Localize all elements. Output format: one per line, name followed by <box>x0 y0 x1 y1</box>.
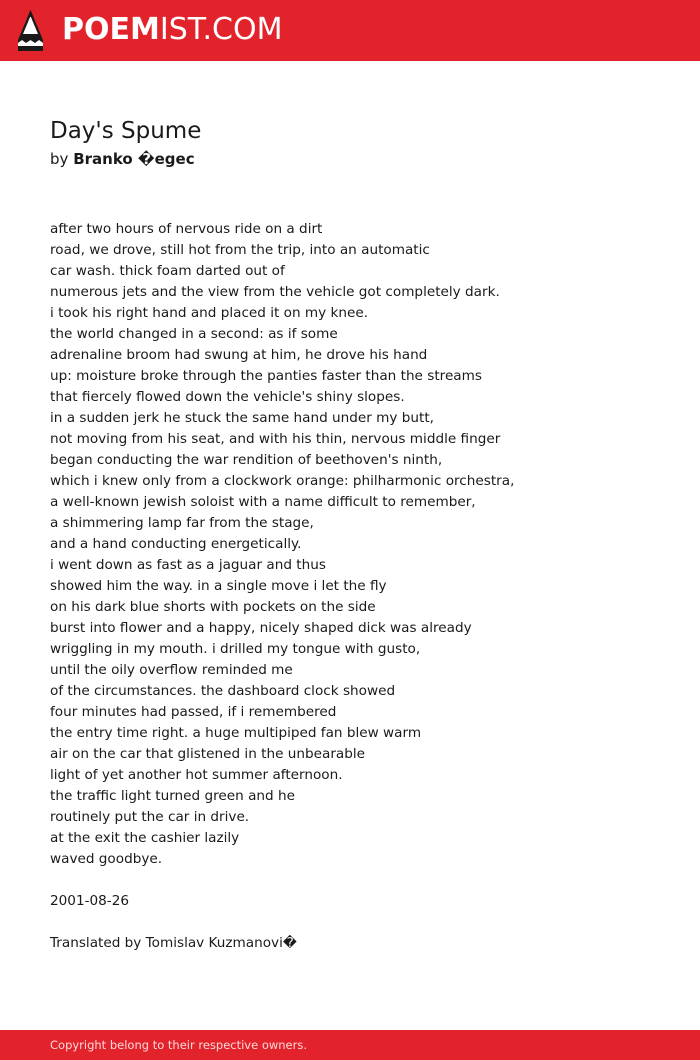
site-logo[interactable] <box>62 12 282 48</box>
poem-line: up: moisture broke through the panties faster than the streams <box>50 368 482 384</box>
poem-line: air on the car that glistened in the unbearable <box>50 746 366 762</box>
byline <box>50 149 195 169</box>
poem-line: numerous jets and the view from the vehicle got completely dark. <box>50 284 500 300</box>
poem-line: that fiercely flowed down the vehicle's shiny slopes. <box>50 389 405 405</box>
byline-prefix: by <box>50 150 69 168</box>
poem-line: car wash. thick foam darted out of <box>50 263 285 279</box>
poem-line: wriggling in my mouth. i drilled my tongue with gusto, <box>50 641 421 657</box>
poem-line: i went down as fast as a jaguar and thus <box>50 557 326 573</box>
poem-line: a shimmering lamp far from the stage, <box>50 515 314 531</box>
poem-line: light of yet another hot summer afternoon. <box>50 767 343 783</box>
poem-line: four minutes had passed, if i remembered <box>50 704 337 720</box>
poem-line: until the oily overflow reminded me <box>50 662 293 678</box>
poem-line: road, we drove, still hot from the trip, into an automatic <box>50 242 430 258</box>
poem-line: began conducting the war rendition of beethoven's ninth, <box>50 452 443 468</box>
site-footer <box>0 1030 700 1060</box>
poem-line: routinely put the car in drive. <box>50 809 250 825</box>
poem-line: after two hours of nervous ride on a dirt <box>50 221 323 237</box>
poem-line: the traffic light turned green and he <box>50 788 295 804</box>
poem-line: and a hand conducting energetically. <box>50 536 302 552</box>
logo-text-light: IST.COM <box>159 12 283 47</box>
logo-text-bold: POEM <box>62 12 160 47</box>
poem-line: not moving from his seat, and with his thin, nervous middle finger <box>50 431 501 447</box>
copyright-notice: Copyright belong to their respective owners. <box>50 1038 308 1052</box>
poem-body <box>50 219 670 870</box>
site-header <box>0 0 700 61</box>
poem-line: which i knew only from a clockwork orange: philharmonic orchestra, <box>50 473 515 489</box>
poem-line: of the circumstances. the dashboard clock showed <box>50 683 396 699</box>
poem-line: on his dark blue shorts with pockets on the side <box>50 599 376 615</box>
author-name[interactable]: Branko �egec <box>73 150 195 168</box>
poem-date: 2001-08-26 <box>50 893 130 909</box>
poem-line: the world changed in a second: as if some <box>50 326 338 342</box>
poem-line: in a sudden jerk he stuck the same hand under my butt, <box>50 410 434 426</box>
poem-line: the entry time right. a huge multipiped fan blew warm <box>50 725 422 741</box>
poem-line: waved goodbye. <box>50 851 163 867</box>
pencil-icon[interactable] <box>18 10 43 51</box>
poem-line: burst into flower and a happy, nicely shaped dick was already <box>50 620 472 636</box>
translator-credit: Translated by Tomislav Kuzmanovi� <box>50 935 297 951</box>
poem-line: a well-known jewish soloist with a name difficult to remember, <box>50 494 476 510</box>
poem-line: adrenaline broom had swung at him, he drove his hand <box>50 347 428 363</box>
poem-line: i took his right hand and placed it on my knee. <box>50 305 369 321</box>
poem-line: showed him the way. in a single move i let the fly <box>50 578 387 594</box>
poem-title: Day's Spume <box>50 118 202 144</box>
poem-line: at the exit the cashier lazily <box>50 830 240 846</box>
